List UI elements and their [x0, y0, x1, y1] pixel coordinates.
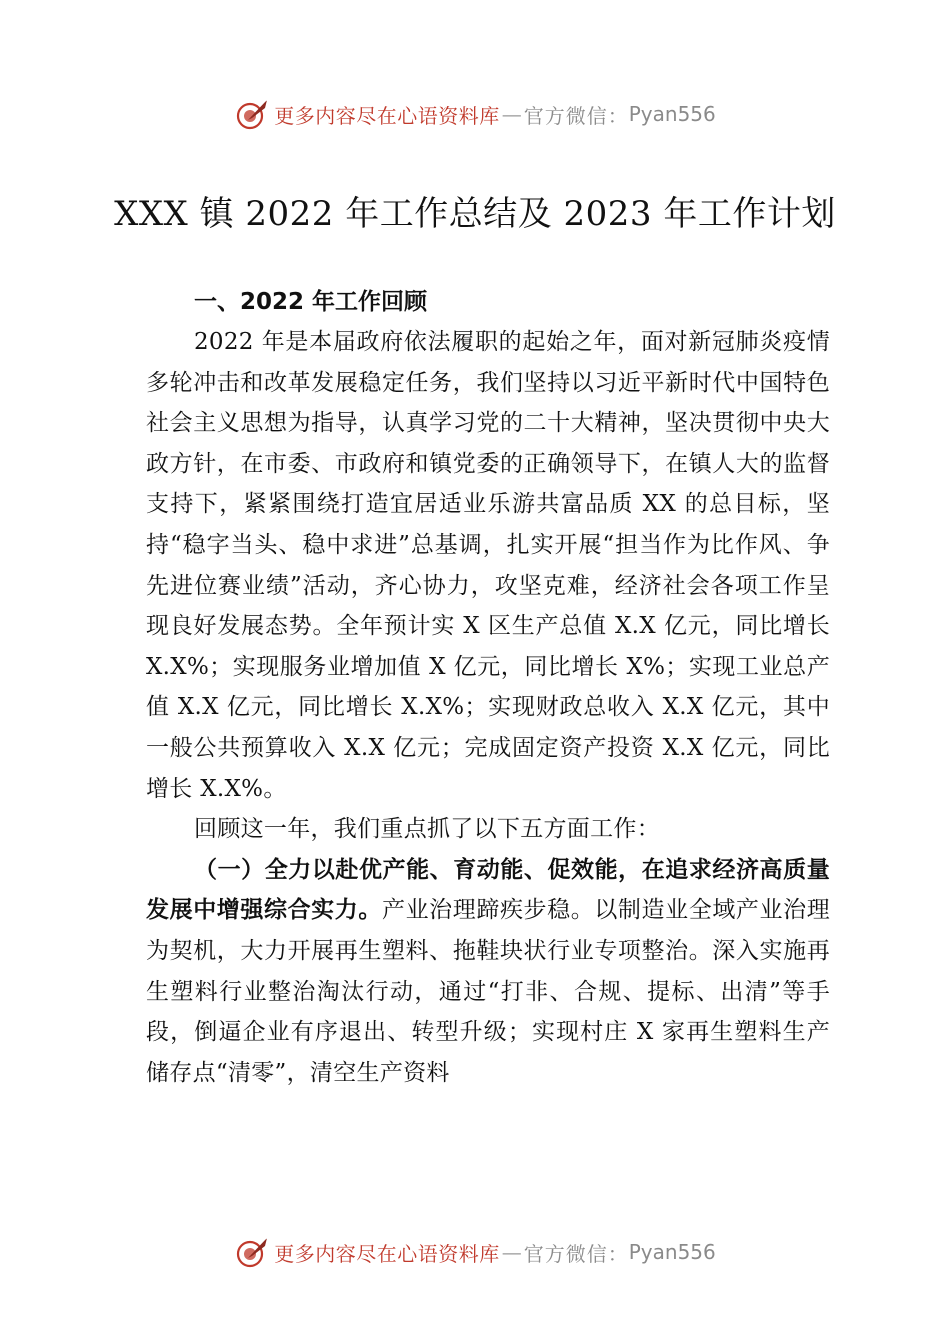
header-watermark-banner — [0, 94, 950, 134]
wechat-id: Pyan556 — [628, 1240, 716, 1264]
separator-dash: — — [501, 102, 522, 126]
document-title: XXX 镇 2022 年工作总结及 2023 年工作计划 — [114, 194, 836, 234]
section-heading: 一、2022 年工作回顾 — [194, 289, 428, 315]
wechat-label: 官方微信： — [523, 1241, 629, 1266]
quill-logo-icon — [234, 1234, 270, 1270]
paragraph-review: 2022 年是本届政府依法履职的起始之年，面对新冠肺炎疫情多轮冲击和改革发展稳定任务，我们坚持以习近平新时代中国特色社会主义思想为指导，认真学习党的二十大精神，坚决贯彻中央大政方针，在市委、市政府和镇党委的正确领导下，在镇人大的监督支持下，紧紧围绕打造宜居适业乐游共富品质 XX 的总目标，坚持“稳字当头、稳中求进”总基调，扎实开展“担当作为比作风、争先进位赛业绩”活动，齐心协力，攻坚克难，经济社会各项工作呈现良好发展态势。全年预计实 X 区生产总值 X.X 亿元，同比增长 X.X%；实现服务业增加值 X 亿元，同比增长 X%；实现工业总产值 X.X 亿元，同比增长 X.X%；实现财政总收入 X.X 亿元，其中一般公共预算收入 X.X 亿元；完成固定资产投资 X.X 亿元，同比增长 X.X%。 — [146, 329, 830, 802]
separator-dash: — — [501, 1240, 522, 1264]
quill-logo-icon — [234, 96, 270, 132]
subheading-item-one: （一）全力以赴优产能、育动能、促效能，在追求经济高质量发展中增强综合实力。 — [146, 855, 830, 924]
paragraph-item-one — [146, 850, 830, 1094]
paragraph-item-one-text: 产业治理蹄疾步稳。以制造业全域产业治理为契机，大力开展再生塑料、拖鞋块状行业专项整治。深入实施再生塑料行业整治淘汰行动，通过“打非、合规、提标、出清”等手段，倒逼企业有序退出、转型升级；实现村庄 X 家再生塑料生产储存点“清零”，清空生产资料 — [146, 897, 831, 1086]
promo-text: 更多内容尽在心语资料库 — [274, 103, 500, 128]
document-body — [146, 282, 830, 1093]
wechat-id: Pyan556 — [628, 102, 716, 126]
paragraph-intro: 回顾这一年，我们重点抓了以下五方面工作： — [194, 816, 660, 843]
footer-watermark-banner — [0, 1232, 950, 1272]
wechat-label: 官方微信： — [523, 103, 629, 128]
promo-text: 更多内容尽在心语资料库 — [274, 1241, 500, 1266]
